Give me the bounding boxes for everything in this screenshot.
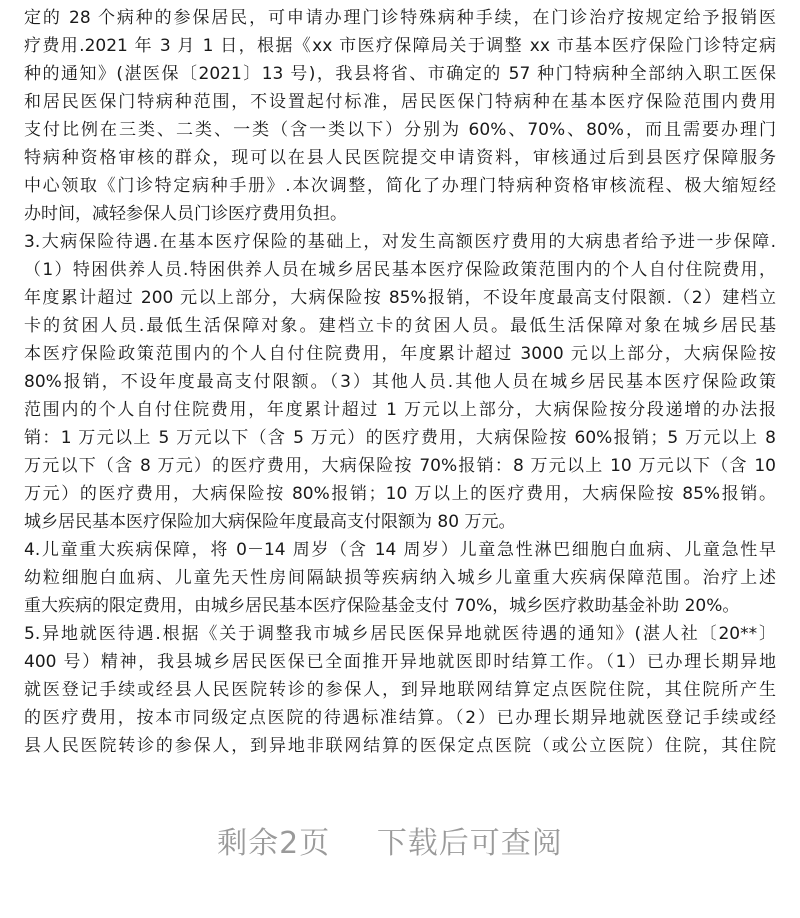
text-line: 城乡居民基本医疗保险加大病保险年度最高支付限额为 80 万元。 xyxy=(24,512,516,532)
text-line: 卡的贫困人员.最低生活保障对象。建档立卡的贫困人员。最低生活保障对象在城乡居民基 xyxy=(24,316,776,336)
text-line: 5.异地就医待遇.根据《关于调整我市城乡居民医保异地就医待遇的通知》(湛人社〔20**〕 xyxy=(24,624,776,644)
download-hint-text: 下载后可查阅 xyxy=(376,826,563,861)
text-line: 3.大病保险待遇.在基本医疗保险的基础上，对发生高额医疗费用的大病患者给予进一步保障. xyxy=(24,232,776,252)
text-line: 本医疗保险政策范围内的个人自付住院费用，年度累计超过 3000 元以上部分，大病保险按 xyxy=(24,344,776,364)
text-line: 县人民医院转诊的参保人，到异地非联网结算的医保定点医院（或公立医院）住院，其住院 xyxy=(24,736,776,756)
text-line: 就医登记手续或经县人民医院转诊的参保人，到异地联网结算定点医院住院，其住院所产生 xyxy=(24,680,776,700)
text-line: 的医疗费用，按本市同级定点医院的待遇标准结算。（2）已办理长期异地就医登记手续或经 xyxy=(24,708,776,728)
text-line: 4.儿童重大疾病保障，将 0－14 周岁（含 14 周岁）儿童急性淋巴细胞白血病、儿童急性早 xyxy=(24,540,776,560)
text-line: 办时间，减轻参保人员门诊医疗费用负担。 xyxy=(24,204,347,224)
text-line: 万元以下（含 8 万元）的医疗费用，大病保险按 70%报销：8 万元以上 10 万元以下（含 10 xyxy=(24,456,776,476)
text-line: 年度累计超过 200 元以上部分，大病保险按 85%报销，不设年度最高支付限额.（2）建档立 xyxy=(24,288,776,308)
remaining-pages-text: 剩余2页 xyxy=(217,826,331,861)
text-line: 疗费用.2021 年 3 月 1 日，根据《xx 市医疗保障局关于调整 xx 市基本医疗保险门诊特定病 xyxy=(24,36,776,56)
text-line: （1）特困供养人员.特困供养人员在城乡居民基本医疗保险政策范围内的个人自付住院费用， xyxy=(24,260,776,280)
document-body xyxy=(24,4,776,760)
text-line: 范围内的个人自付住院费用，年度累计超过 1 万元以上部分，大病保险按分段递增的办法报 xyxy=(24,400,776,420)
text-line: 和居民医保门特病种范围，不设置起付标准，居民医保门特病种在基本医疗保险范围内费用 xyxy=(24,92,776,112)
download-prompt[interactable] xyxy=(0,818,780,862)
text-line: 支付比例在三类、二类、一类（含一类以下）分别为 60%、70%、80%，而且需要办理门 xyxy=(24,120,776,140)
text-line: 特病种资格审核的群众，现可以在县人民医院提交申请资料，审核通过后到县医疗保障服务 xyxy=(24,148,776,168)
text-line: 万元）的医疗费用，大病保险按 80%报销；10 万以上的医疗费用，大病保险按 85%报销。 xyxy=(24,484,776,504)
text-line: 中心领取《门诊特定病种手册》.本次调整，简化了办理门特病种资格审核流程、极大缩短经 xyxy=(24,176,776,196)
text-line: 定的 28 个病种的参保居民，可申请办理门诊特殊病种手续，在门诊治疗按规定给予报销医 xyxy=(24,8,776,28)
text-line: 销：1 万元以上 5 万元以下（含 5 万元）的医疗费用，大病保险按 60%报销；5 万元以上 8 xyxy=(24,428,776,448)
text-line: 80%报销，不设年度最高支付限额。（3）其他人员.其他人员在城乡居民基本医疗保险政策 xyxy=(24,372,776,392)
text-line: 种的通知》(湛医保〔2021〕13 号)，我县将省、市确定的 57 种门特病种全部纳入职工医保 xyxy=(24,64,776,84)
text-line: 幼粒细胞白血病、儿童先天性房间隔缺损等疾病纳入城乡儿童重大疾病保障范围。治疗上述 xyxy=(24,568,776,588)
text-line: 重大疾病的限定费用，由城乡居民基本医疗保险基金支付 70%，城乡医疗救助基金补助 20%。 xyxy=(24,596,740,616)
text-line: 400 号）精神，我县城乡居民医保已全面推开异地就医即时结算工作。（1）已办理长期异地 xyxy=(24,652,776,672)
